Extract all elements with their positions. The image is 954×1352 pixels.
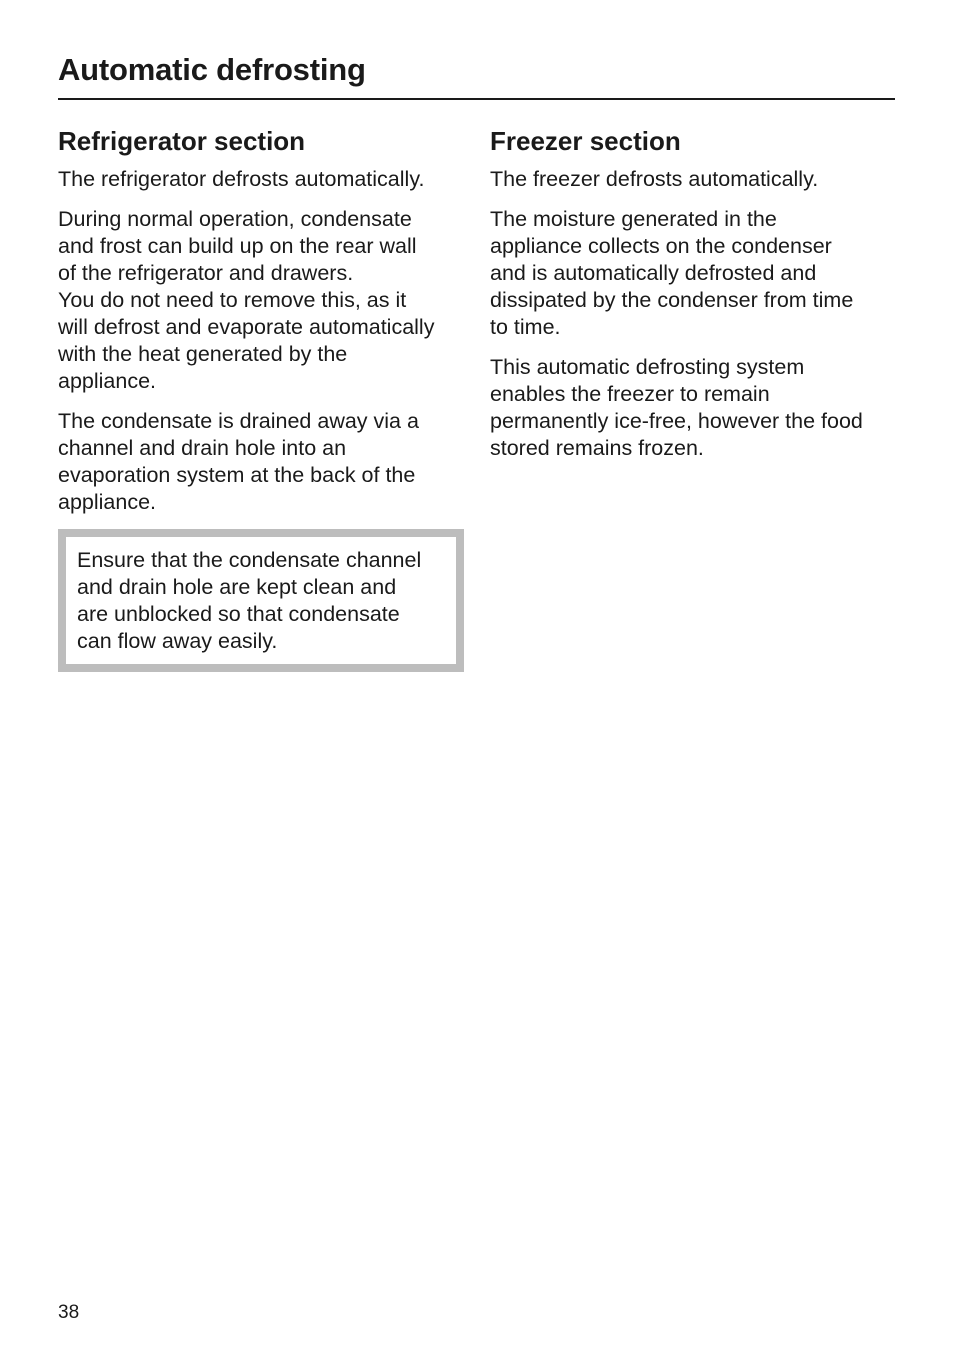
text-line: appliance. (58, 369, 157, 393)
text-line: Ensure that the condensate channel (77, 548, 422, 572)
freezer-section-heading: Freezer section (490, 126, 681, 156)
text-line: You do not need to remove this, as it (58, 288, 407, 312)
text-line: appliance. (58, 490, 157, 514)
text-line: of the refrigerator and drawers. (58, 261, 354, 285)
freezer-paragraph-1 (490, 166, 895, 193)
text-line: channel and drain hole into an (58, 436, 347, 460)
text-line: The condensate is drained away via a (58, 409, 419, 433)
text-line: permanently ice-free, however the food (490, 409, 863, 433)
refrigerator-paragraph-2 (58, 206, 464, 395)
text-line: stored remains frozen. (490, 436, 704, 460)
note-box (58, 529, 464, 672)
text-line: appliance collects on the condenser (490, 234, 832, 258)
text-line: are unblocked so that condensate (77, 602, 400, 626)
text-line: will defrost and evaporate automatically (58, 315, 435, 339)
freezer-paragraph-3 (490, 354, 895, 462)
text-line: with the heat generated by the (58, 342, 348, 366)
text-line: and frost can build up on the rear wall (58, 234, 417, 258)
text-line: enables the freezer to remain (490, 382, 770, 406)
refrigerator-paragraph-1 (58, 166, 464, 193)
page-title: Automatic defrosting (58, 52, 366, 87)
refrigerator-paragraph-3 (58, 408, 464, 516)
freezer-paragraph-2 (490, 206, 895, 341)
text-line: This automatic defrosting system (490, 355, 805, 379)
text-line: dissipated by the condenser from time (490, 288, 854, 312)
refrigerator-section (58, 124, 464, 672)
page-number: 38 (58, 1302, 80, 1323)
text-line: evaporation system at the back of the (58, 463, 416, 487)
note-text (77, 547, 446, 655)
text-line: can flow away easily. (77, 629, 278, 653)
text-line: and drain hole are kept clean and (77, 575, 397, 599)
text-line: to time. (490, 315, 561, 339)
text-line: The freezer defrosts automatically. (490, 167, 819, 191)
text-line: The moisture generated in the (490, 207, 777, 231)
text-line: The refrigerator defrosts automatically. (58, 167, 425, 191)
text-line: During normal operation, condensate (58, 207, 412, 231)
refrigerator-section-heading: Refrigerator section (58, 126, 306, 156)
title-divider (58, 98, 895, 100)
text-line: and is automatically defrosted and (490, 261, 817, 285)
freezer-section (490, 124, 895, 475)
